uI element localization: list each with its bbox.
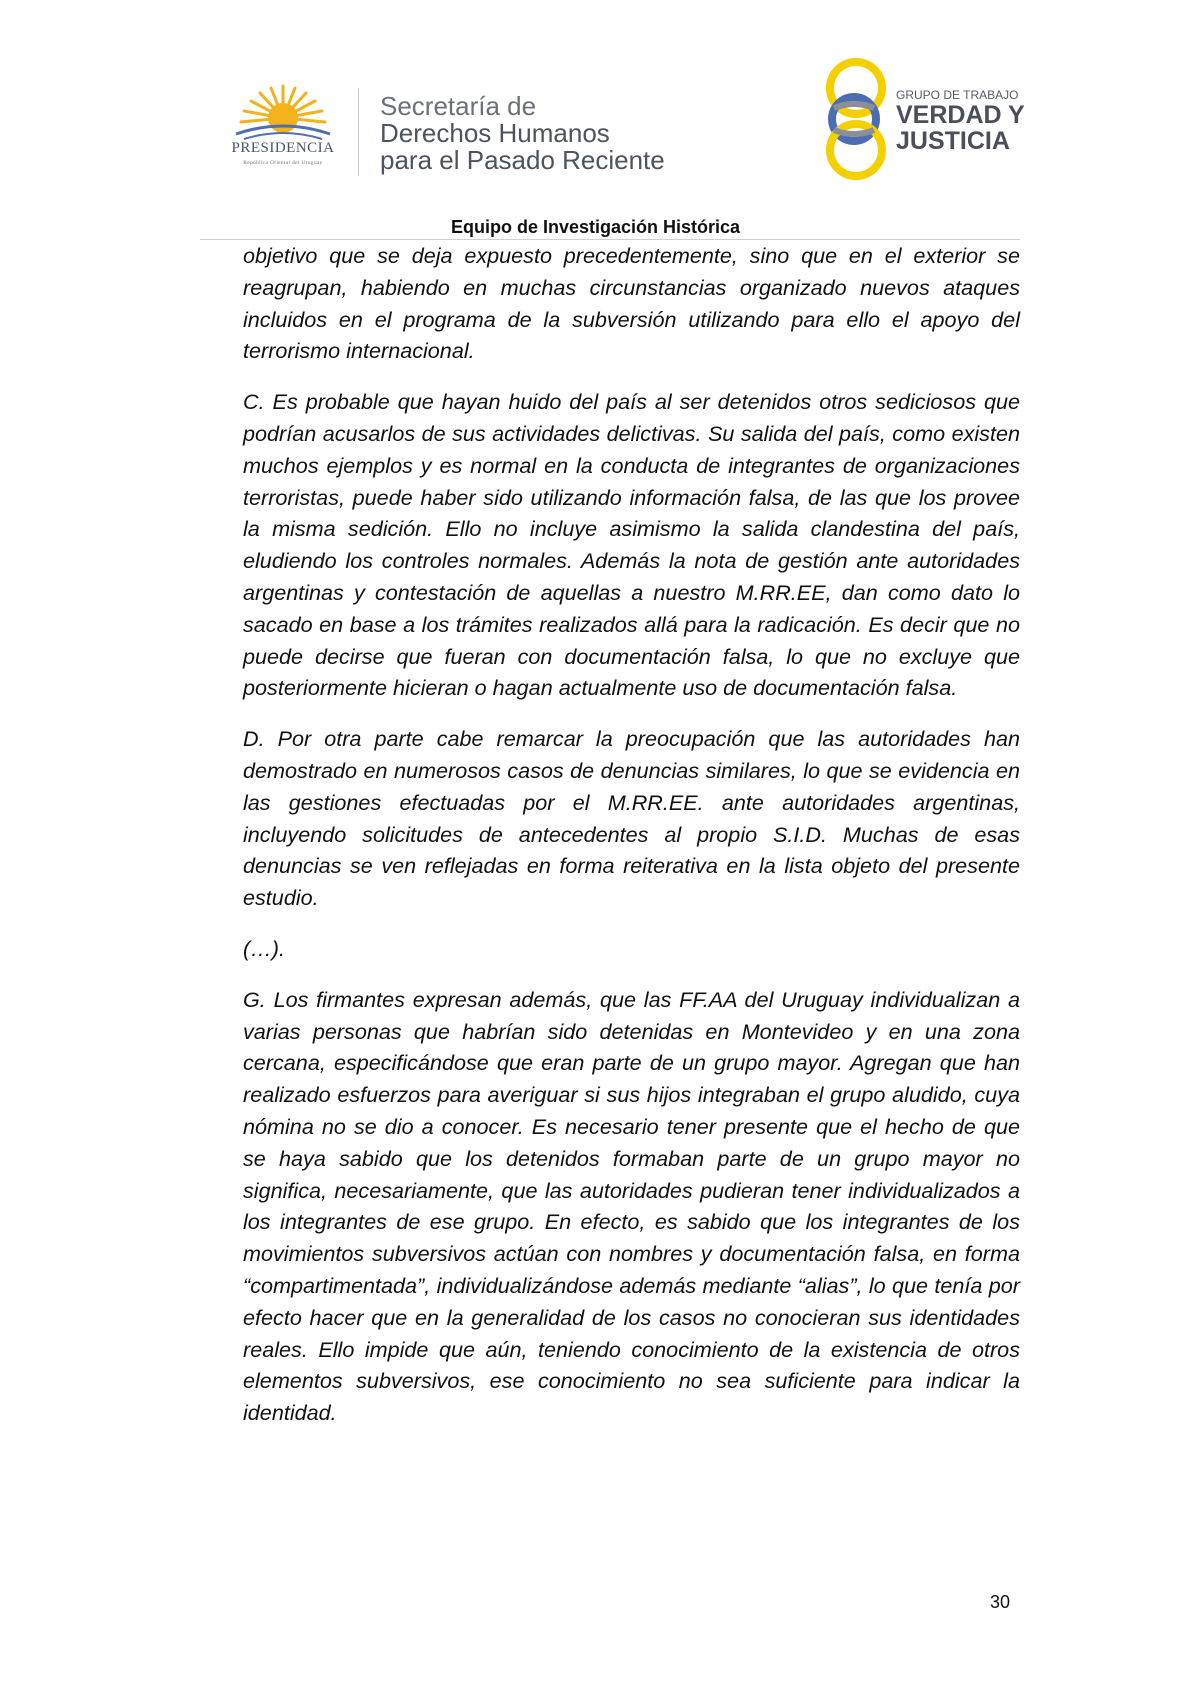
- page-number: 30: [990, 1592, 1011, 1612]
- secretaria-line-2: Derechos Humanos: [380, 118, 610, 148]
- document-body: [243, 240, 1020, 1429]
- team-heading: Equipo de Investigación Histórica: [450, 217, 741, 237]
- secretaria-line-1: Secretaría de: [380, 91, 537, 121]
- secretaria-line-3: para el Pasado Reciente: [380, 145, 665, 175]
- interlocked-rings-icon: [820, 56, 894, 182]
- verdad-justicia-logo: [820, 56, 1025, 182]
- presidencia-logo: [208, 84, 358, 174]
- presidencia-subtitle: República Oriental del Uruguay: [243, 160, 323, 166]
- paragraph-d: D. Por otra parte cabe remarcar la preocupación que las autoridades han demostrado en numerosos casos de denuncias similares, lo que se evidencia en las gestiones efectuadas por el M.RR.EE. ante autoridades argentinas, incluyendo solicitudes de antecedentes al propio S.I.D. Muchas de esas denuncias se ven reflejadas en forma reiterativa en la lista objeto del presente estudio.: [243, 726, 1020, 911]
- grupo-title: [896, 102, 1025, 154]
- grupo-title-line-1: VERDAD Y: [896, 101, 1025, 129]
- paragraph-g: G. Los firmantes expresan además, que las FF.AA del Uruguay individualizan a varias personas que habrían sido detenidas en Montevideo y en una zona cercana, especificándose que eran parte de un grupo mayor. Agregan que han realizado esfuerzos para averiguar si sus hijos integraban el grupo aludido, cuya nómina no se dio a conocer. Es necesario tener presente que el hecho de que se haya sabido que los detenidos formaban parte de un grupo mayor no significa, necesariamente, que las autoridades pudieran tener individualizados a los integrantes de ese grupo. En efecto, es sabido que los integrantes de los movimientos subversivos actúan con nombres y documentación falsa, en forma “compartimentada”, individualizándose además mediante “alias”, lo que tenía por efecto hacer que en la generalidad de los casos no conocieran sus identidades reales. Ello impide que aún, teniendo conocimiento de la existencia de otros elementos subversivos, ese conocimiento no sea suficiente para indicar la identidad.: [243, 986, 1020, 1426]
- presidencia-name: PRESIDENCIA: [231, 140, 335, 156]
- secretaria-title: [380, 93, 665, 174]
- header-divider: [358, 88, 359, 176]
- paragraph-ellipsis: (…).: [243, 935, 285, 961]
- sun-emblem-icon: [230, 84, 336, 142]
- grupo-title-line-2: JUSTICIA: [896, 127, 1010, 155]
- grupo-kicker: GRUPO DE TRABAJO: [896, 88, 1019, 102]
- paragraph-c: C. Es probable que hayan huido del país al ser detenidos otros sediciosos que podrían acusarlos de sus actividades delictivas. Su salida del país, como existen muchos ejemplos y es normal en la conducta de integrantes de organizaciones terroristas, puede haber sido utilizando información falsa, de las que los provee la misma sedición. Ello no incluye asimismo la salida clandestina del país, eludiendo los controles normales. Además la nota de gestión ante autoridades argentinas y contestación de aquellas a nuestro M.RR.EE, dan como dato lo sacado en base a los trámites realizados allá para la radicación. Es decir que no puede decirse que fueran con documentación falsa, lo que no excluye que posteriormente hicieran o hagan actualmente uso de documentación falsa.: [243, 389, 1020, 701]
- paragraph-continuation: objetivo que se deja expuesto precedentemente, sino que en el exterior se reagrupan, habiendo en muchas circunstancias organizado nuevos ataques incluidos en el programa de la subversión utilizando para ello el apoyo del terrorismo internacional.: [243, 243, 1020, 364]
